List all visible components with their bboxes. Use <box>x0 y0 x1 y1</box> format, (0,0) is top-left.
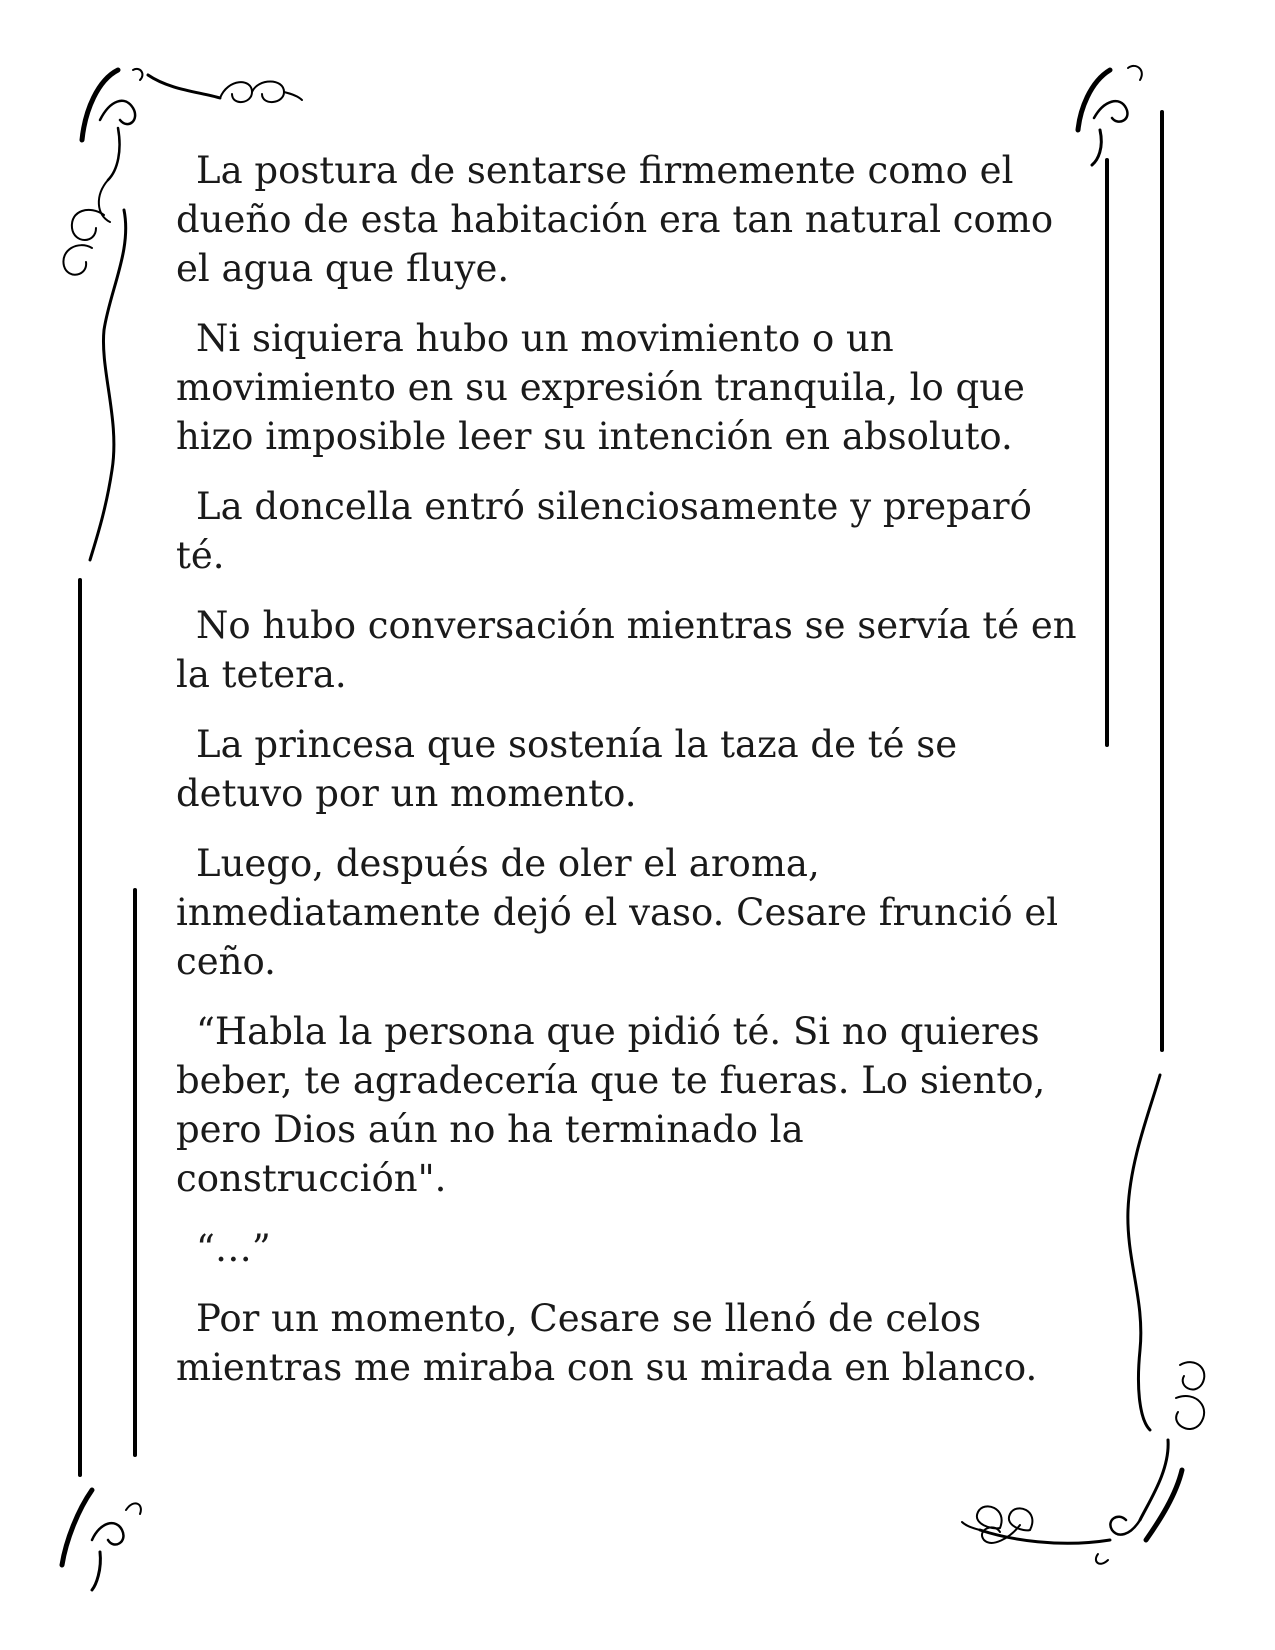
paragraph-8: “…” <box>196 1227 271 1270</box>
paragraph-6: Luego, después de oler el aroma, inmediatamente dejó el vaso. Cesare frunció el ceño. <box>176 842 1059 983</box>
paragraph-5: La princesa que sostenía la taza de té se detuvo por un momento. <box>176 723 958 815</box>
flourish-bottom-left <box>62 1490 141 1590</box>
paragraph-7: “Habla la persona que pidió té. Si no quieres beber, te agradecería que te fueras. Lo siento, pero Dios aún no ha terminado la construcción". <box>176 1010 1046 1200</box>
paragraph-4: No hubo conversación mientras se servía té en la tetera. <box>176 604 1077 696</box>
body-text <box>176 146 1106 1413</box>
paragraph-1: La postura de sentarse firmemente como el dueño de esta habitación era tan natural como el agua que fluye. <box>176 149 1054 290</box>
paragraph-9: Por un momento, Cesare se llenó de celos mientras me miraba con su mirada en blanco. <box>176 1297 1038 1389</box>
paragraph-2: Ni siquiera hubo un movimiento o un movimiento en su expresión tranquila, lo que hizo imposible leer su intención en absoluto. <box>176 317 1025 458</box>
paragraph-3: La doncella entró silenciosamente y preparó té. <box>176 485 1032 577</box>
